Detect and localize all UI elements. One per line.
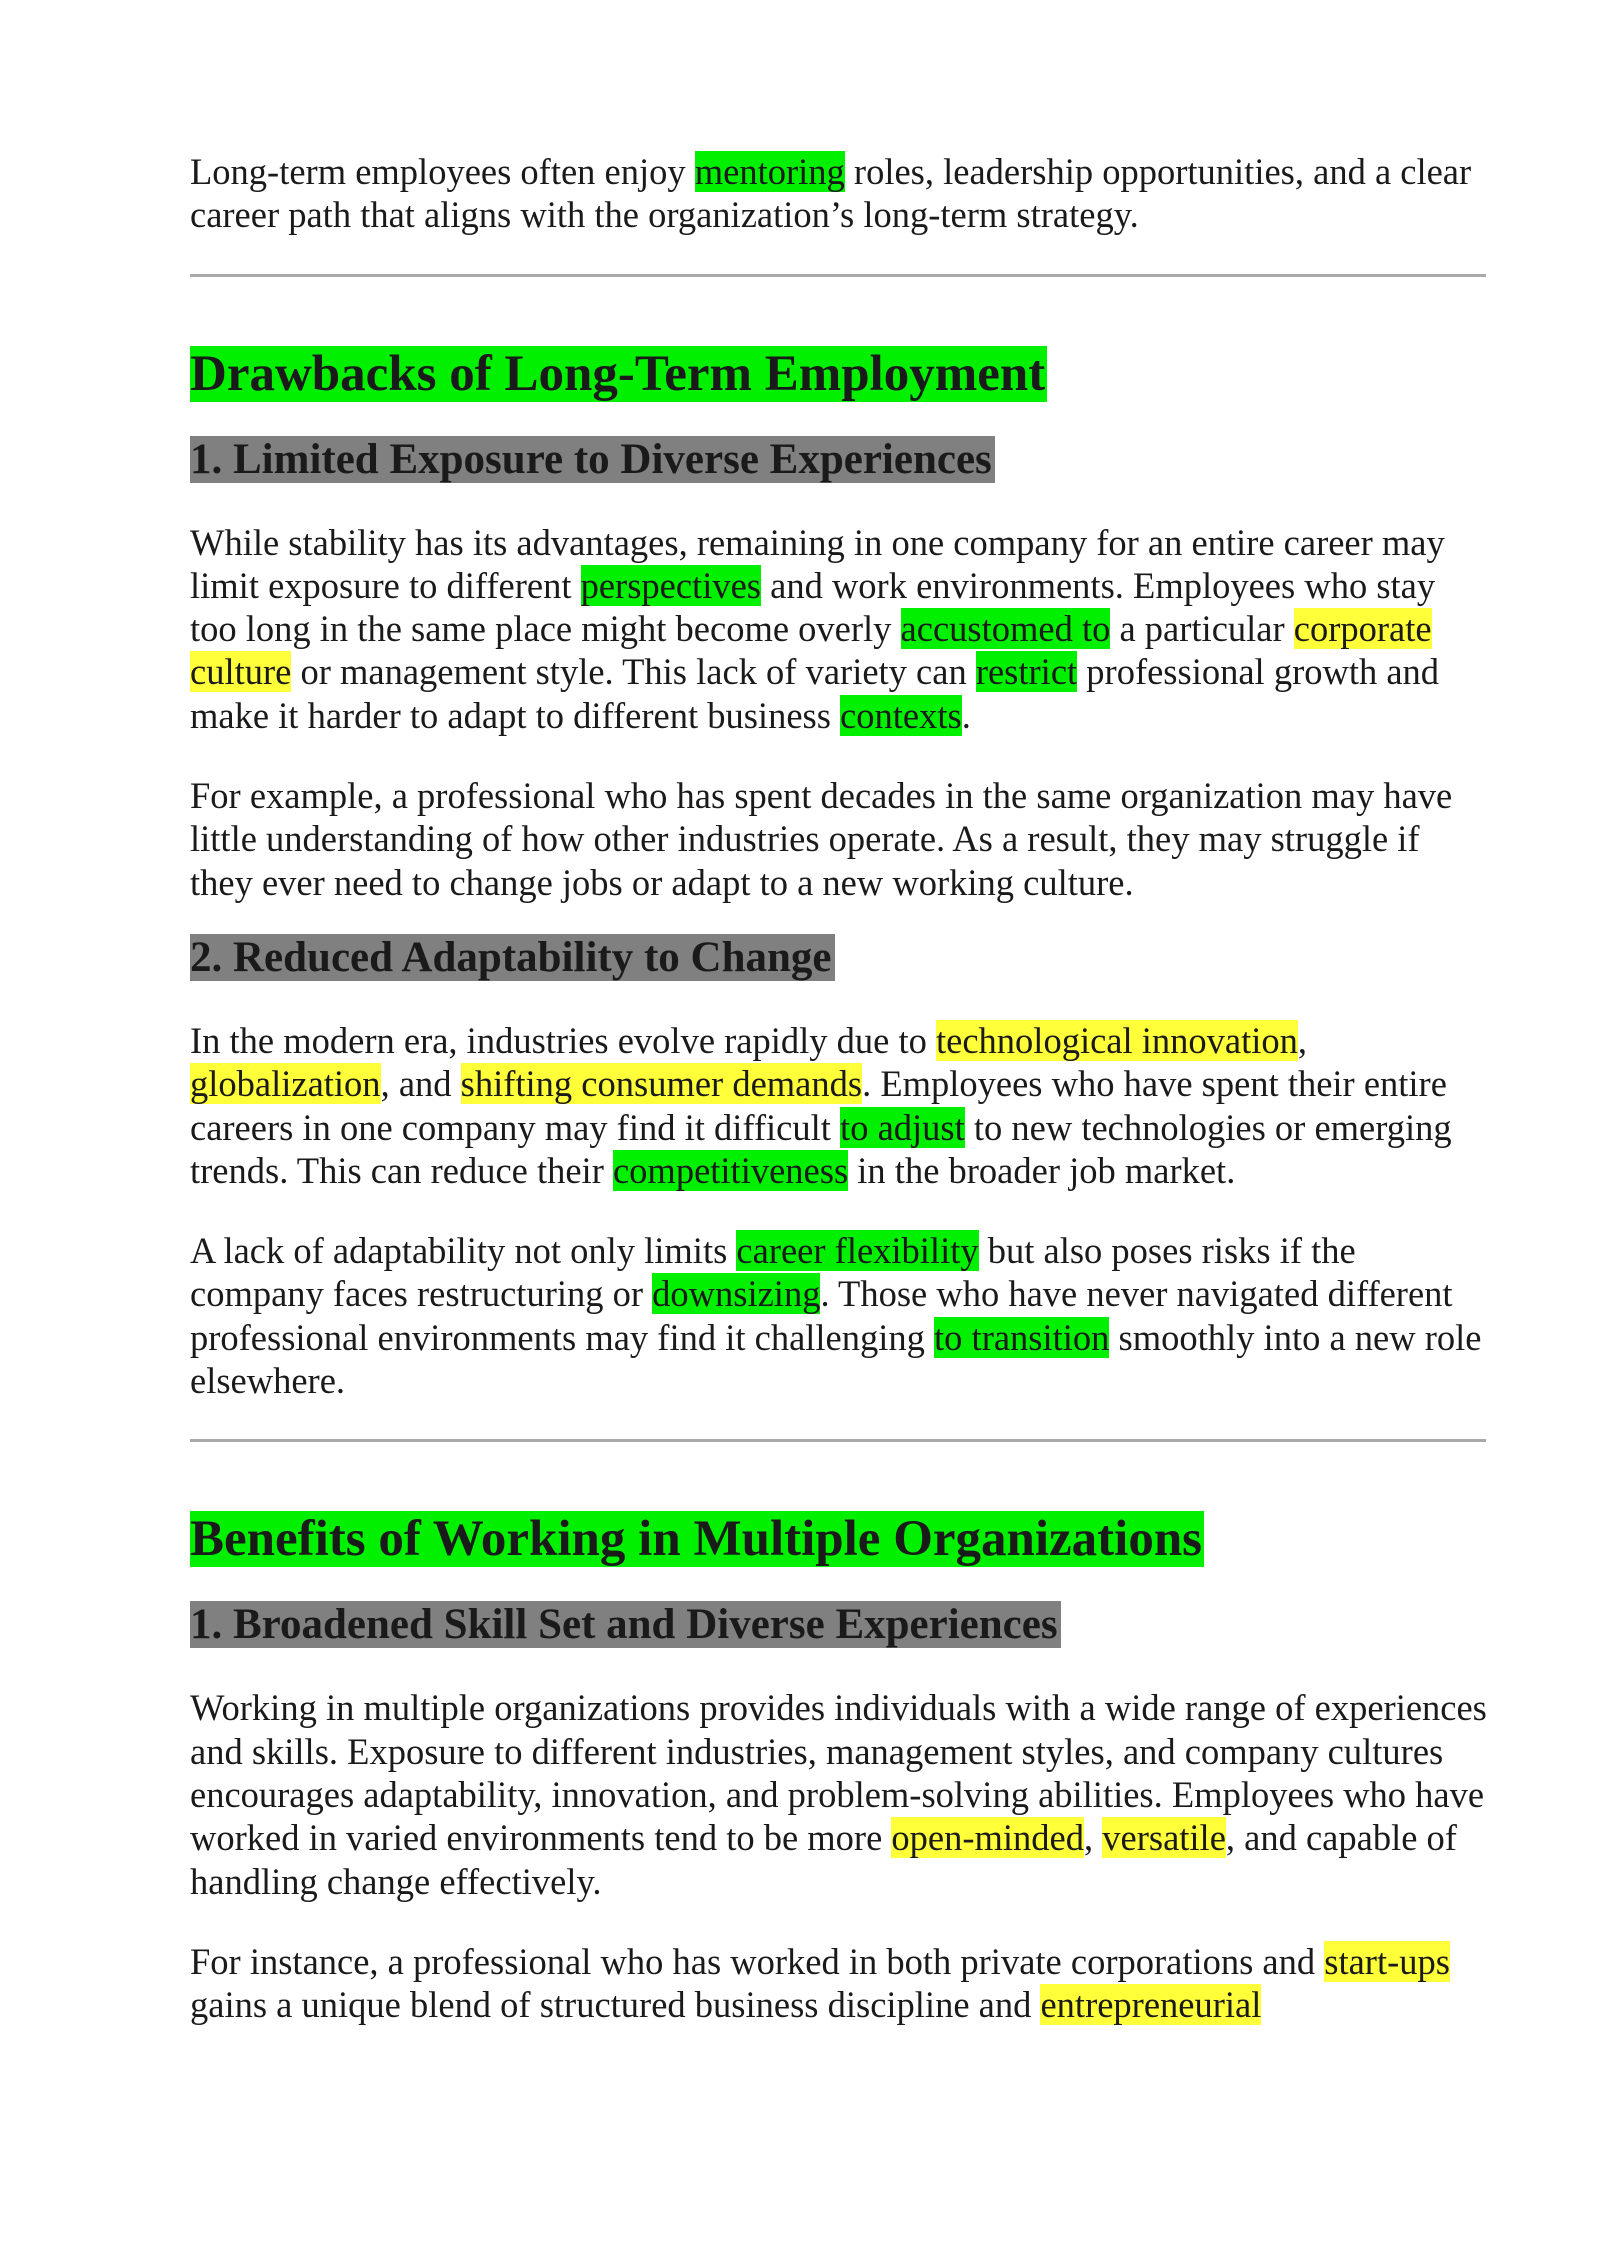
- paragraph-broadened-skills-1: [190, 1686, 1490, 1902]
- highlighted-term: downsizing: [652, 1273, 821, 1315]
- text-run: or management style. This lack of variety can: [291, 651, 976, 693]
- highlighted-term: shifting consumer demands: [460, 1063, 863, 1105]
- text-run: For instance, a professional who has worked in both private corporations and: [190, 1940, 1325, 1982]
- paragraph-limited-exposure-2: [190, 774, 1490, 904]
- paragraph-broadened-skills-2: [190, 1940, 1490, 2027]
- section-heading-benefits: [190, 1508, 1480, 1570]
- text-run: . Employees who have spent their entire careers in one company may find it difficult: [190, 1063, 1447, 1148]
- highlighted-term: mentoring: [694, 151, 845, 192]
- subheading-text: 1. Limited Exposure to Diverse Experiences: [190, 436, 995, 483]
- text-run: ,: [1084, 1817, 1103, 1859]
- highlighted-term: start-ups: [1324, 1940, 1450, 1982]
- highlighted-term: contexts: [840, 694, 962, 736]
- subheading-broadened-skills: [190, 1598, 1480, 1651]
- highlighted-term: accustomed to: [900, 608, 1111, 650]
- text-run: Long-term employees often enjoy: [190, 151, 695, 192]
- text-run: For example, a professional who has spent decades in the same organization may have little understanding of how other industries operate. As a result, they may struggle if they ever need to change jobs or adapt to a new working culture.: [190, 775, 1453, 903]
- text-run: . Those who have never navigated different professional environments may find it challenging: [190, 1273, 1453, 1358]
- paragraph-reduced-adaptability-2: [190, 1229, 1490, 1402]
- text-run: .: [961, 694, 971, 736]
- highlighted-term: entrepreneurial: [1040, 1984, 1262, 2026]
- highlighted-term: perspectives: [580, 564, 761, 606]
- text-run: gains a unique blend of structured business discipline and: [190, 1984, 1041, 2026]
- section-divider: [190, 274, 1486, 277]
- highlighted-term: technological innovation: [936, 1019, 1298, 1061]
- paragraph-reduced-adaptability-1: [190, 1019, 1490, 1192]
- text-run: smoothly into a new role elsewhere.: [190, 1316, 1482, 1402]
- section-heading-text: Benefits of Working in Multiple Organizations: [190, 1511, 1203, 1568]
- subheading-text: 1. Broadened Skill Set and Diverse Experiences: [190, 1601, 1061, 1648]
- highlighted-term: restrict: [975, 651, 1078, 693]
- text-run: ,: [1297, 1019, 1308, 1061]
- highlighted-term: to transition: [934, 1316, 1110, 1358]
- subheading-text: 2. Reduced Adaptability to Change: [190, 934, 835, 981]
- highlighted-term: to adjust: [840, 1106, 965, 1148]
- section-heading-text: Drawbacks of Long-Term Employment: [190, 345, 1046, 402]
- text-run: roles, leadership opportunities, and a clear career path that aligns with the organization’s long-term strategy.: [190, 151, 1472, 236]
- text-run: in the broader job market.: [848, 1149, 1236, 1191]
- text-run: a particular: [1110, 608, 1294, 650]
- text-run: Working in multiple organizations provides individuals with a wide range of experiences and skills. Exposure to different industries, management styles, and company cultures encourages adaptability, innovation, and problem-solving abilities. Employees who have worked in varied environments tend to be more: [190, 1687, 1487, 1859]
- text-run: but also poses risks if the company faces restructuring or: [190, 1230, 1356, 1315]
- text-run: , and capable of handling change effectively.: [190, 1817, 1457, 1902]
- highlighted-term: open-minded: [891, 1817, 1085, 1859]
- subheading-limited-exposure: [190, 433, 1480, 486]
- text-run: , and: [380, 1063, 461, 1105]
- highlighted-term: competitiveness: [612, 1149, 849, 1191]
- highlighted-term: career flexibility: [736, 1230, 979, 1272]
- text-run: While stability has its advantages, remaining in one company for an entire career may limit exposure to different: [190, 521, 1445, 606]
- section-divider: [190, 1439, 1486, 1442]
- text-run: and work environments. Employees who stay too long in the same place might become overly: [190, 564, 1436, 650]
- text-run: professional growth and make it harder to adapt to different business: [190, 651, 1440, 736]
- intro-paragraph: [190, 150, 1490, 237]
- highlighted-term: globalization: [190, 1063, 381, 1105]
- subheading-reduced-adaptability: [190, 931, 1480, 984]
- section-heading-drawbacks: [190, 343, 1480, 405]
- text-run: A lack of adaptability not only limits: [190, 1230, 737, 1272]
- text-run: to new technologies or emerging trends. This can reduce their: [190, 1106, 1452, 1191]
- highlighted-term: versatile: [1102, 1817, 1226, 1859]
- highlighted-term: corporate culture: [190, 608, 1432, 693]
- paragraph-limited-exposure-1: [190, 521, 1490, 737]
- text-run: In the modern era, industries evolve rapidly due to: [190, 1019, 937, 1061]
